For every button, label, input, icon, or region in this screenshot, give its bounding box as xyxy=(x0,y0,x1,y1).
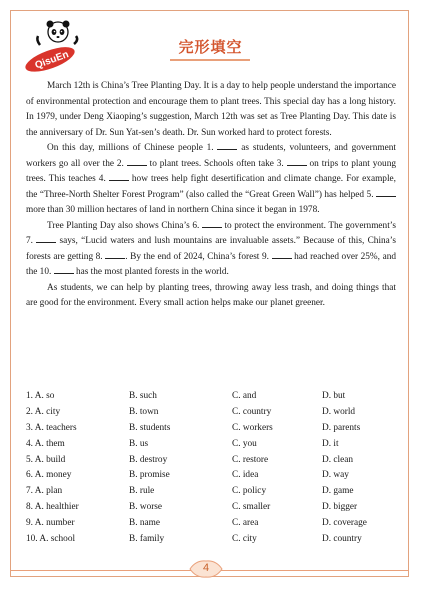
blank-6 xyxy=(202,219,222,228)
paragraph-text: On this day, millions of Chinese people 1. xyxy=(47,143,218,153)
option-d: D. game xyxy=(322,486,354,497)
paragraph-text: Tree Planting Day also shows China’s 6. xyxy=(47,220,202,231)
option-b: B. destroy xyxy=(129,454,168,465)
option-c: C. idea xyxy=(232,470,259,481)
option-b: B. us xyxy=(129,438,149,449)
page-title: 完形填空 xyxy=(178,38,243,56)
paragraph-text: as students, volunteers, and government workers go all over the 2. xyxy=(26,143,396,169)
option-d: D. bigger xyxy=(322,502,358,513)
option-c: C. policy xyxy=(232,486,267,497)
option-c: C. smaller xyxy=(232,502,271,513)
option-row xyxy=(26,423,396,439)
option-d: D. clean xyxy=(322,454,353,465)
paragraph-1 xyxy=(26,79,396,141)
option-b: B. promise xyxy=(129,470,170,481)
option-a: 8. A. healthier xyxy=(26,502,79,513)
option-a: 1. A. so xyxy=(26,391,55,401)
paragraph-text: on trips to plant young trees. This teaches 4. xyxy=(26,158,396,184)
option-a: 4. A. them xyxy=(26,438,65,449)
blank-4 xyxy=(109,172,129,181)
option-d: D. way xyxy=(322,470,349,481)
paragraph-text: to plant trees. Schools often take 3. xyxy=(146,158,287,169)
option-a: 2. A. city xyxy=(26,406,61,417)
paragraph-text: As students, we can help by planting trees, throwing away less trash, and doing things that are good for the environment. Every small action helps make our planet greener. xyxy=(26,282,396,308)
paragraph-4 xyxy=(26,281,396,312)
option-d: D. world xyxy=(322,406,356,417)
option-a: 6. A. money xyxy=(26,470,72,481)
answer-options xyxy=(26,391,396,550)
option-row xyxy=(26,470,396,486)
paragraph-text: how trees help fight desertification and climate change. For example, the “Three-North Shelter Forest Program” (also called the “Great Green Wall”) has helped 5. xyxy=(26,174,396,200)
option-row xyxy=(26,502,396,518)
paragraph-text: . By the end of 2024, China’s forest 9. xyxy=(125,251,272,262)
paragraph-text: more than 30 million hectares of land in northern China since it began in 1978. xyxy=(26,205,320,215)
paragraph-text: had reached over 25%, and the 10. xyxy=(26,251,396,277)
blank-8 xyxy=(105,250,125,259)
option-d: D. country xyxy=(322,534,362,545)
paragraph-2 xyxy=(26,141,396,219)
blank-3 xyxy=(287,157,307,166)
option-row xyxy=(26,439,396,455)
option-row xyxy=(26,455,396,471)
option-a: 3. A. teachers xyxy=(26,422,77,433)
blank-2 xyxy=(127,157,147,166)
option-a: 5. A. build xyxy=(26,454,66,465)
blank-1 xyxy=(217,141,237,150)
page-number: 4 xyxy=(202,562,210,574)
option-c: C. area xyxy=(232,518,259,529)
option-row xyxy=(26,486,396,502)
paragraph-text: March 12th is China’s Tree Planting Day. It is a day to help people understand the importance of environmental protection and encourage them to plant trees. This special day has a long history. In 1979, under Deng Xiaoping’s suggestion, March 12th was set as Tree Planting Day. This date is the anniversary of Dr. Sun Yat-sen’s death. Dr. Sun worked hard to protect forests. xyxy=(26,81,396,138)
blank-5 xyxy=(376,188,396,197)
paragraph-text: has the most planted forests in the world. xyxy=(73,267,229,277)
option-b: B. family xyxy=(129,534,165,545)
option-b: B. such xyxy=(129,391,157,401)
option-c: C. city xyxy=(232,534,257,545)
option-a: 10. A. school xyxy=(26,534,76,545)
option-c: C. workers xyxy=(232,422,273,433)
reading-passage xyxy=(26,79,396,312)
paragraph-3 xyxy=(26,219,396,281)
blank-10 xyxy=(54,265,74,274)
option-b: B. students xyxy=(129,422,171,433)
logo-text: QisuEn xyxy=(33,49,71,72)
option-a: 9. A. number xyxy=(26,518,75,529)
title-underline xyxy=(170,59,250,61)
option-c: C. restore xyxy=(232,454,269,465)
paragraph-text: says, “Lucid waters and lush mountains are invaluable assets.” Because of this, China’s forests are getting 8. xyxy=(26,236,397,262)
option-d: D. parents xyxy=(322,422,361,433)
option-row xyxy=(26,407,396,423)
option-b: B. rule xyxy=(129,486,155,497)
paragraph-text: to protect the environment. The government’s 7. xyxy=(26,220,396,246)
option-c: C. country xyxy=(232,406,272,417)
blank-7 xyxy=(36,234,56,243)
option-row xyxy=(26,534,396,550)
option-b: B. town xyxy=(129,406,159,417)
option-row xyxy=(26,391,396,407)
option-a: 7. A. plan xyxy=(26,486,63,497)
blank-9 xyxy=(272,250,292,259)
option-c: C. and xyxy=(232,391,257,401)
option-row xyxy=(26,518,396,534)
option-c: C. you xyxy=(232,438,257,449)
option-d: D. coverage xyxy=(322,518,367,529)
option-d: D. but xyxy=(322,391,346,401)
option-d: D. it xyxy=(322,438,339,449)
option-b: B. worse xyxy=(129,502,163,513)
option-b: B. name xyxy=(129,518,160,529)
